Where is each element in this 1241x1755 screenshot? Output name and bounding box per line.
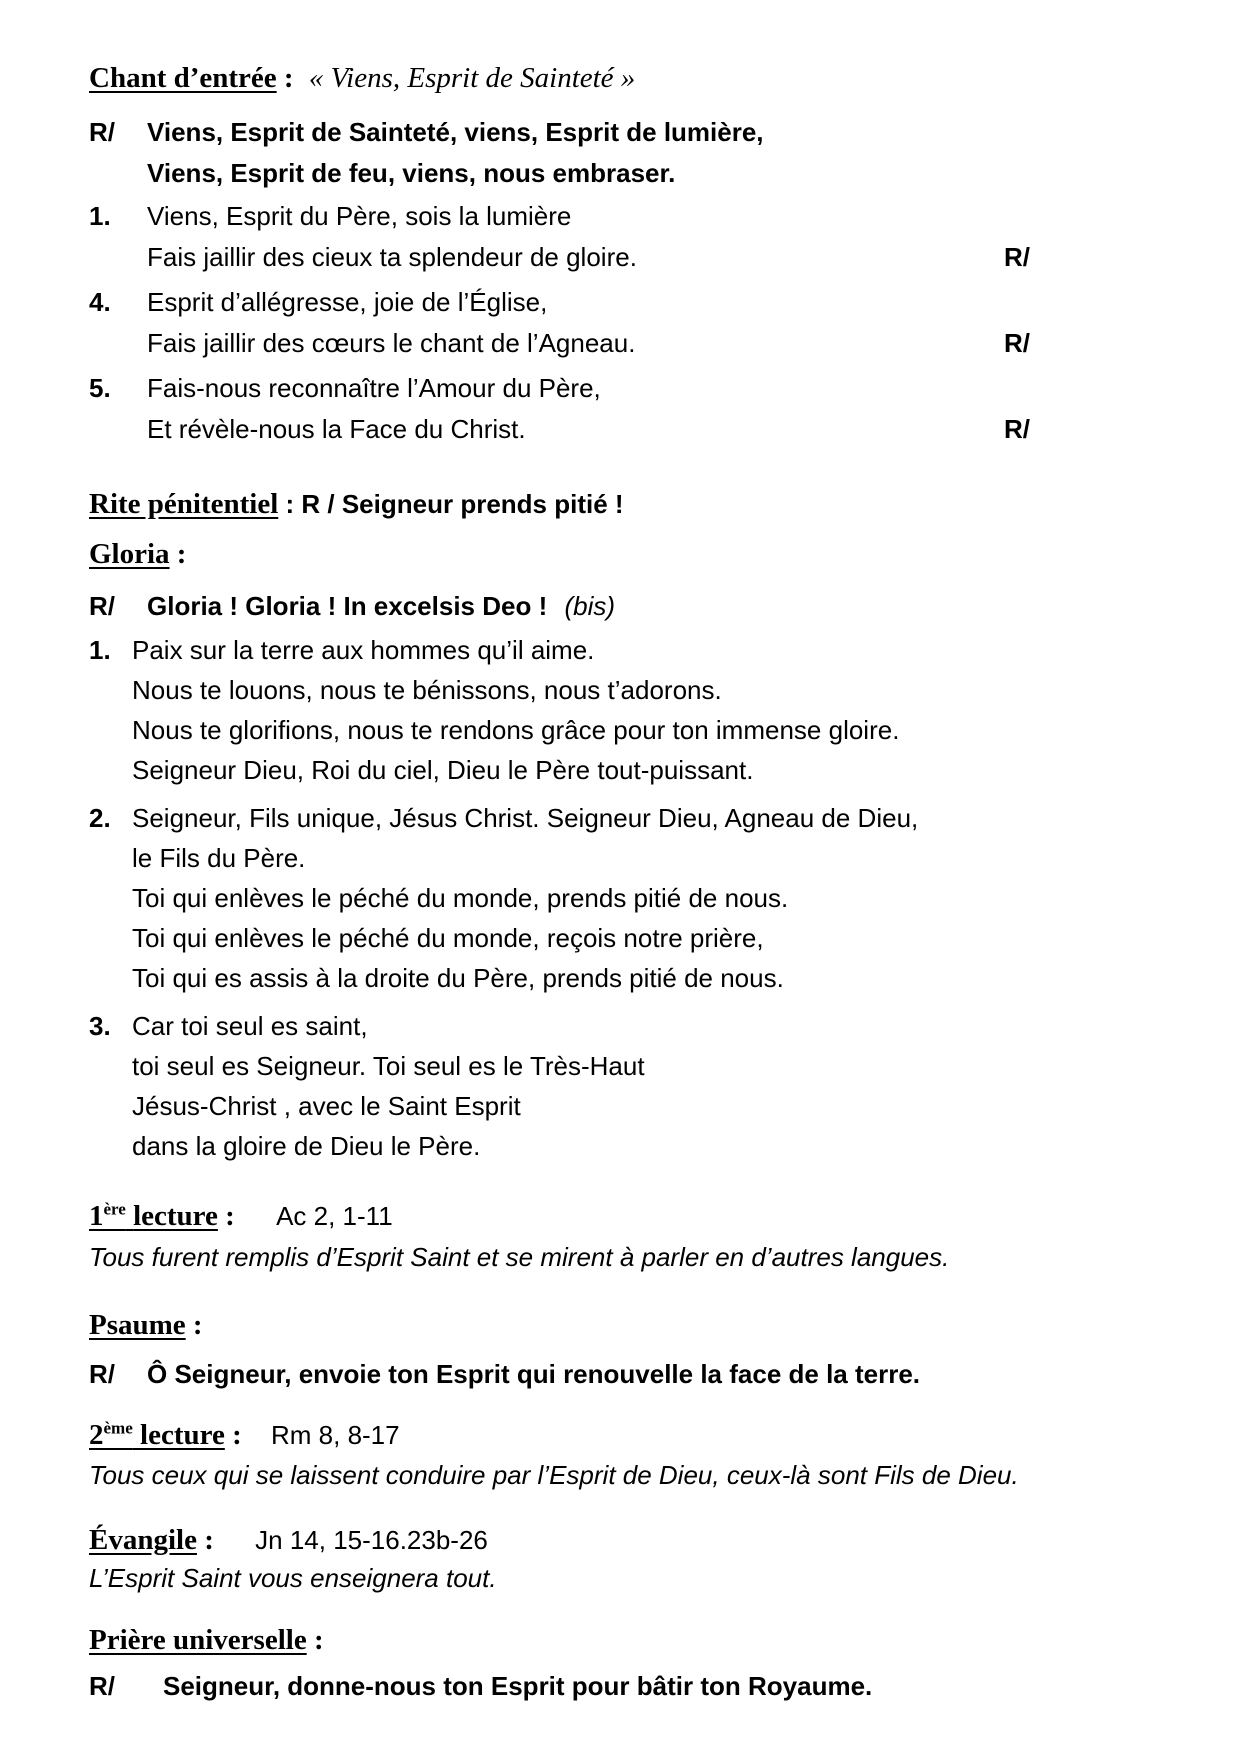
gloria-verse bbox=[89, 630, 1211, 790]
verse-line: Seigneur Dieu, Roi du ciel, Dieu le Père tout-puissant. bbox=[132, 755, 754, 785]
chant-entree-refrain bbox=[89, 112, 1211, 194]
refrain-line: Viens, Esprit de Sainteté, viens, Esprit de lumière, bbox=[147, 117, 764, 147]
verse-line: Fais-nous reconnaître l’Amour du Père, bbox=[147, 373, 601, 403]
ordinal-suffix: ème bbox=[103, 1418, 133, 1438]
refrain-mark: R/ bbox=[1004, 242, 1030, 272]
verse-line: Viens, Esprit du Père, sois la lumière bbox=[147, 201, 572, 231]
verse-text bbox=[132, 1006, 1211, 1166]
psaume-heading bbox=[89, 1305, 1211, 1345]
evangile-heading bbox=[89, 1520, 1211, 1560]
gloria-title: Gloria bbox=[89, 538, 170, 570]
psaume-title: Psaume bbox=[89, 1309, 186, 1341]
priere-refrain bbox=[89, 1666, 1211, 1707]
heading-colon: : bbox=[283, 62, 294, 94]
gloria-verse bbox=[89, 798, 1211, 998]
lecture2-heading bbox=[89, 1415, 1211, 1455]
chant-verse bbox=[89, 196, 1211, 278]
rite-heading bbox=[89, 484, 1211, 524]
verse-line: Et révèle-nous la Face du Christ. bbox=[147, 414, 526, 444]
lecture-label: lecture bbox=[133, 1200, 218, 1232]
heading-colon: : bbox=[313, 1624, 324, 1656]
lecture2-summary: Tous ceux qui se laissent conduire par l’Esprit de Dieu, ceux-là sont Fils de Dieu. bbox=[89, 1460, 1019, 1490]
verse-line: Toi qui enlèves le péché du monde, prends pitié de nous. bbox=[132, 883, 789, 913]
verse-line: Toi qui es assis à la droite du Père, prends pitié de nous. bbox=[132, 963, 784, 993]
verse-line: Nous te louons, nous te bénissons, nous t’adorons. bbox=[132, 675, 722, 705]
lecture1-summary: Tous furent remplis d’Esprit Saint et se mirent à parler en d’autres langues. bbox=[89, 1242, 950, 1272]
refrain-mark: R/ bbox=[1004, 414, 1030, 444]
bis-note: (bis) bbox=[564, 591, 616, 621]
verse-text bbox=[147, 282, 1211, 364]
lecture-number: 1 bbox=[89, 1200, 104, 1232]
heading-colon: : bbox=[225, 1200, 235, 1232]
verse-text bbox=[132, 630, 1211, 790]
gloria-verse bbox=[89, 1006, 1211, 1166]
refrain-label: R/ bbox=[89, 1359, 115, 1389]
verse-number: 3. bbox=[89, 1011, 111, 1041]
verse-line: Toi qui enlèves le péché du monde, reçois notre prière, bbox=[132, 923, 764, 953]
lecture-number: 2 bbox=[89, 1419, 104, 1451]
verse-line: Nous te glorifions, nous te rendons grâce pour ton immense gloire. bbox=[132, 715, 900, 745]
verse-line: Fais jaillir des cœurs le chant de l’Agneau. bbox=[147, 328, 636, 358]
chant-verse bbox=[89, 282, 1211, 364]
verse-number: 1. bbox=[89, 635, 111, 665]
heading-colon: : bbox=[232, 1419, 242, 1451]
psaume-refrain bbox=[89, 1354, 1211, 1395]
verse-line: Jésus-Christ , avec le Saint Esprit bbox=[132, 1091, 521, 1121]
priere-heading bbox=[89, 1620, 1211, 1660]
rite-title: Rite pénitentiel bbox=[89, 488, 279, 520]
verse-text bbox=[147, 368, 1211, 450]
verse-line: dans la gloire de Dieu le Père. bbox=[132, 1131, 481, 1161]
evangile-title: Évangile bbox=[89, 1524, 197, 1556]
gloria-refrain bbox=[89, 586, 1211, 627]
refrain-label: R/ bbox=[89, 117, 115, 147]
priere-title: Prière universelle bbox=[89, 1624, 307, 1656]
verse-text bbox=[132, 798, 1211, 998]
refrain-label: R/ bbox=[89, 1671, 115, 1701]
rite-refrain: : R / Seigneur prends pitié ! bbox=[285, 489, 624, 519]
lecture1-title bbox=[89, 1200, 218, 1232]
verse-text bbox=[147, 196, 1211, 278]
lecture1-reference: Ac 2, 1-11 bbox=[276, 1201, 393, 1231]
priere-refrain-text: Seigneur, donne-nous ton Esprit pour bâtir ton Royaume. bbox=[163, 1671, 873, 1701]
verse-number: 2. bbox=[89, 803, 111, 833]
refrain-label: R/ bbox=[89, 591, 115, 621]
verse-line: Esprit d’allégresse, joie de l’Église, bbox=[147, 287, 548, 317]
refrain-mark: R/ bbox=[1004, 328, 1030, 358]
evangile-summary: L’Esprit Saint vous enseignera tout. bbox=[89, 1563, 497, 1593]
verse-number: 5. bbox=[89, 373, 111, 403]
verse-line: toi seul es Seigneur. Toi seul es le Très-Haut bbox=[132, 1051, 645, 1081]
verse-line: Fais jaillir des cieux ta splendeur de gloire. bbox=[147, 242, 637, 272]
gloria-refrain-text: Gloria ! Gloria ! In excelsis Deo ! bbox=[147, 591, 548, 621]
verse-line: Seigneur, Fils unique, Jésus Christ. Seigneur Dieu, Agneau de Dieu, bbox=[132, 803, 919, 833]
chant-verse bbox=[89, 368, 1211, 450]
evangile-reference: Jn 14, 15-16.23b-26 bbox=[255, 1525, 488, 1555]
verse-number: 4. bbox=[89, 287, 111, 317]
verse-line: Paix sur la terre aux hommes qu’il aime. bbox=[132, 635, 595, 665]
lecture2-reference: Rm 8, 8-17 bbox=[271, 1420, 400, 1450]
verse-line: le Fils du Père. bbox=[132, 843, 306, 873]
gloria-heading bbox=[89, 534, 1211, 574]
lecture1-heading bbox=[89, 1196, 1211, 1236]
verse-number: 1. bbox=[89, 201, 111, 231]
heading-colon: : bbox=[204, 1524, 214, 1556]
ordinal-suffix: ère bbox=[103, 1199, 126, 1219]
refrain-text bbox=[147, 112, 1211, 194]
chant-entree-title: Chant d’entrée bbox=[89, 62, 277, 94]
chant-entree-song-title: « Viens, Esprit de Sainteté » bbox=[308, 62, 636, 94]
lecture-label: lecture bbox=[140, 1419, 225, 1451]
chant-entree-heading bbox=[89, 58, 1211, 98]
verse-line: Car toi seul es saint, bbox=[132, 1011, 368, 1041]
heading-colon: : bbox=[192, 1309, 203, 1341]
lecture2-title bbox=[89, 1419, 225, 1451]
psaume-refrain-text: Ô Seigneur, envoie ton Esprit qui renouvelle la face de la terre. bbox=[147, 1359, 921, 1389]
refrain-text bbox=[147, 586, 1211, 627]
refrain-line: Viens, Esprit de feu, viens, nous embraser. bbox=[147, 158, 676, 188]
heading-colon: : bbox=[176, 538, 187, 570]
